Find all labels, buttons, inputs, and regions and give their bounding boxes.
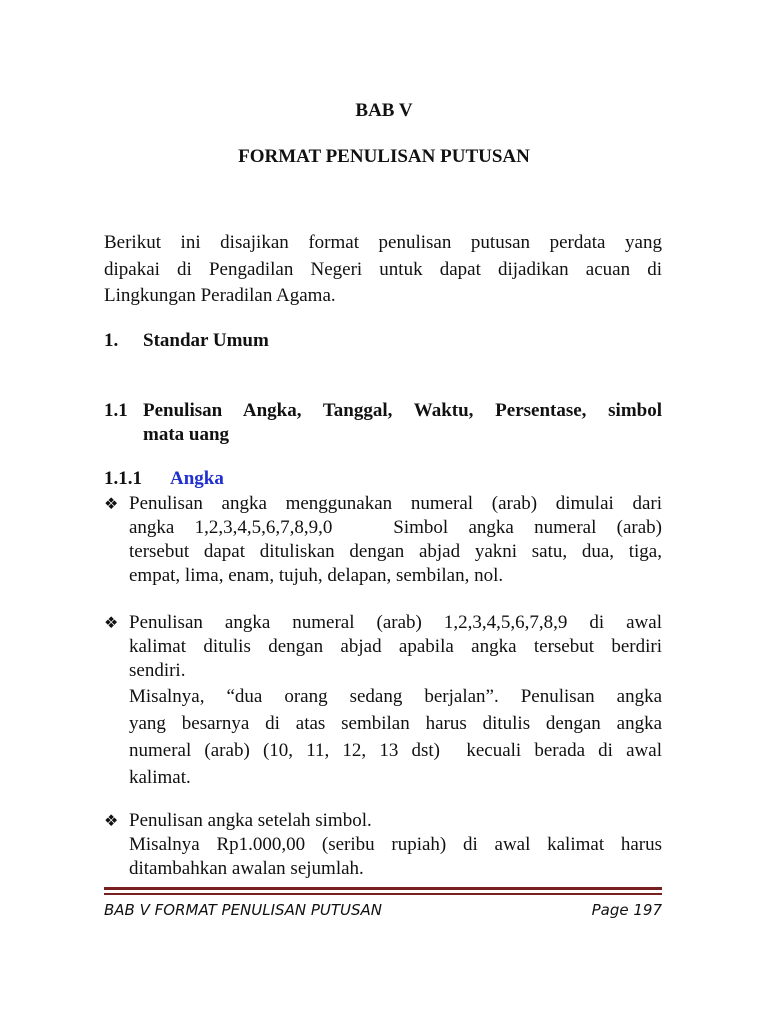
bullet-line: Misalnya, “dua orang sedang berjalan”. Penulisan angka <box>129 686 662 707</box>
bullet-line: Penulisan angka numeral (arab) 1,2,3,4,5,6,7,8,9 di awal <box>129 612 662 633</box>
intro-paragraph <box>104 230 662 310</box>
bullet-line: tersebut dapat dituliskan dengan abjad yakni satu, dua, tiga, <box>129 541 662 562</box>
bullet-line: Penulisan angka menggunakan numeral (arab) dimulai dari <box>129 493 662 514</box>
section-number: 1.1 <box>104 400 128 421</box>
diamond-bullet-icon: ❖ <box>104 811 119 830</box>
section-title <box>143 399 662 447</box>
chapter-title: FORMAT PENULISAN PUTUSAN <box>238 146 530 167</box>
bullet-line: sendiri. <box>129 660 186 681</box>
section-title-line: mata uang <box>143 424 230 445</box>
chapter-label: BAB V <box>355 100 413 121</box>
bullet-line: kalimat. <box>129 767 191 788</box>
section-title-line: Penulisan Angka, Tanggal, Waktu, Persentase, simbol <box>143 400 662 421</box>
footer-page-number: Page 197 <box>591 901 662 919</box>
footer-chapter-title: BAB V FORMAT PENULISAN PUTUSAN <box>104 901 382 919</box>
footer-rule-thick <box>104 887 662 890</box>
bullet-line: ditambahkan awalan sejumlah. <box>129 858 364 879</box>
bullet-line: Misalnya Rp1.000,00 (seribu rupiah) di awal kalimat harus <box>129 834 662 855</box>
diamond-bullet-icon: ❖ <box>104 613 119 632</box>
footer-rule-thin <box>104 893 662 895</box>
bullet-text <box>129 611 662 791</box>
bullet-line: numeral (arab) (10, 11, 12, 13 dst) kecuali berada di awal <box>129 740 662 761</box>
section-title: Angka <box>170 468 224 489</box>
bullet-line: empat, lima, enam, tujuh, delapan, sembilan, nol. <box>129 565 504 586</box>
section-title: Standar Umum <box>143 330 269 351</box>
intro-line: dipakai di Pengadilan Negeri untuk dapat dijadikan acuan di <box>104 258 662 280</box>
diamond-bullet-icon: ❖ <box>104 494 119 513</box>
intro-line: Lingkungan Peradilan Agama. <box>104 285 336 306</box>
bullet-line: Penulisan angka setelah simbol. <box>129 810 372 831</box>
bullet-line: kalimat ditulis dengan abjad apabila angka tersebut berdiri <box>129 636 662 657</box>
bullet-text <box>129 492 662 588</box>
bullet-text <box>129 809 662 881</box>
section-number: 1. <box>104 330 119 351</box>
intro-line: Berikut ini disajikan format penulisan putusan perdata yang <box>104 232 662 253</box>
section-number: 1.1.1 <box>104 468 142 489</box>
bullet-line: yang besarnya di atas sembilan harus ditulis dengan angka <box>129 713 662 734</box>
bullet-line: angka 1,2,3,4,5,6,7,8,9,0 Simbol angka numeral (arab) <box>129 517 662 538</box>
